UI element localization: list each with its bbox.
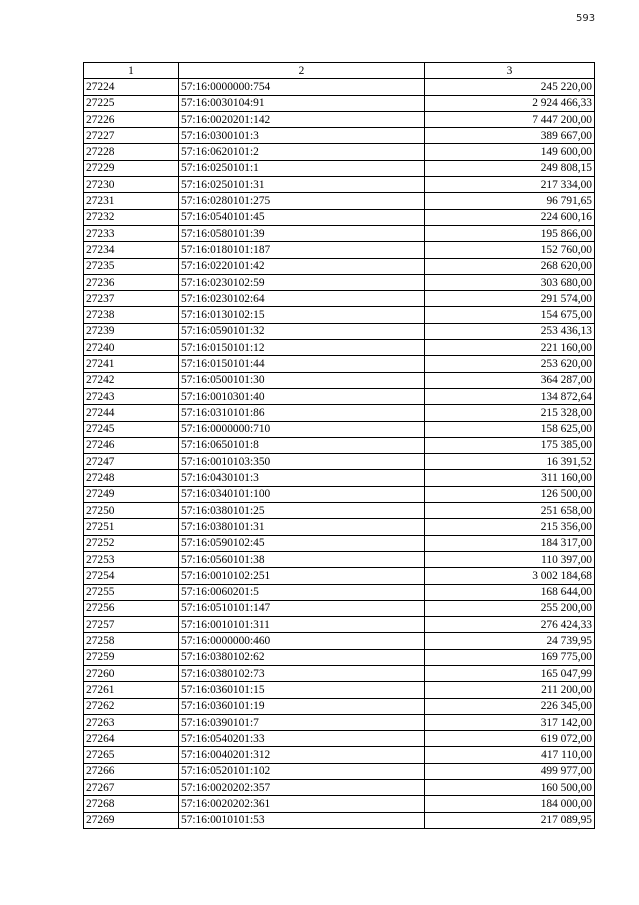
cadastral-number-cell: 57:16:0230102:64 [179,291,425,307]
table-row [84,600,595,616]
cadastral-number-cell: 57:16:0360101:15 [179,682,425,698]
row-number-cell: 27252 [84,535,179,551]
cadastral-number-cell: 57:16:0540101:45 [179,209,425,225]
row-number-cell: 27246 [84,437,179,453]
table-row [84,535,595,551]
row-number-cell: 27242 [84,372,179,388]
cadastral-number-cell: 57:16:0010102:251 [179,568,425,584]
cadastral-number-cell: 57:16:0390101:7 [179,714,425,730]
value-cell: 303 680,00 [425,274,595,290]
cadastral-number-cell: 57:16:0510101:147 [179,600,425,616]
cadastral-number-cell: 57:16:0040201:312 [179,747,425,763]
row-number-cell: 27236 [84,274,179,290]
value-cell: 195 866,00 [425,225,595,241]
cadastral-number-cell: 57:16:0020202:361 [179,796,425,812]
registry-table [83,62,595,829]
cadastral-number-cell: 57:16:0150101:44 [179,356,425,372]
value-cell: 389 667,00 [425,128,595,144]
table-row [84,584,595,600]
row-number-cell: 27244 [84,405,179,421]
value-cell: 110 397,00 [425,551,595,567]
cadastral-number-cell: 57:16:0000000:460 [179,633,425,649]
value-cell: 2 924 466,33 [425,95,595,111]
table-row [84,633,595,649]
value-cell: 134 872,64 [425,388,595,404]
value-cell: 226 345,00 [425,698,595,714]
table-row [84,747,595,763]
row-number-cell: 27245 [84,421,179,437]
value-cell: 276 424,33 [425,617,595,633]
row-number-cell: 27239 [84,323,179,339]
table-row [84,437,595,453]
row-number-cell: 27267 [84,780,179,796]
cadastral-number-cell: 57:16:0250101:1 [179,160,425,176]
table-row [84,242,595,258]
value-cell: 215 356,00 [425,519,595,535]
table-row [84,551,595,567]
value-cell: 221 160,00 [425,340,595,356]
cadastral-number-cell: 57:16:0280101:275 [179,193,425,209]
value-cell: 3 002 184,68 [425,568,595,584]
cadastral-number-cell: 57:16:0000000:710 [179,421,425,437]
table-row [84,796,595,812]
table-row [84,698,595,714]
cadastral-number-cell: 57:16:0380102:62 [179,649,425,665]
row-number-cell: 27253 [84,551,179,567]
row-number-cell: 27229 [84,160,179,176]
row-number-cell: 27264 [84,731,179,747]
value-cell: 249 808,15 [425,160,595,176]
row-number-cell: 27224 [84,79,179,95]
table-body [84,79,595,829]
table-row [84,649,595,665]
table-row [84,307,595,323]
table-row [84,812,595,828]
row-number-cell: 27243 [84,388,179,404]
value-cell: 245 220,00 [425,79,595,95]
table-row [84,291,595,307]
cadastral-number-cell: 57:16:0000000:754 [179,79,425,95]
cadastral-number-cell: 57:16:0650101:8 [179,437,425,453]
row-number-cell: 27263 [84,714,179,730]
cadastral-number-cell: 57:16:0620101:2 [179,144,425,160]
value-cell: 499 977,00 [425,763,595,779]
table-row [84,128,595,144]
value-cell: 158 625,00 [425,421,595,437]
cadastral-number-cell: 57:16:0250101:31 [179,177,425,193]
value-cell: 168 644,00 [425,584,595,600]
cadastral-number-cell: 57:16:0360101:19 [179,698,425,714]
value-cell: 217 334,00 [425,177,595,193]
cadastral-number-cell: 57:16:0030104:91 [179,95,425,111]
table-row [84,274,595,290]
cadastral-number-cell: 57:16:0380101:31 [179,519,425,535]
cadastral-number-cell: 57:16:0310101:86 [179,405,425,421]
value-cell: 268 620,00 [425,258,595,274]
cadastral-number-cell: 57:16:0220101:42 [179,258,425,274]
row-number-cell: 27238 [84,307,179,323]
value-cell: 291 574,00 [425,291,595,307]
cadastral-number-cell: 57:16:0590101:32 [179,323,425,339]
value-cell: 154 675,00 [425,307,595,323]
row-number-cell: 27235 [84,258,179,274]
cadastral-number-cell: 57:16:0580101:39 [179,225,425,241]
row-number-cell: 27225 [84,95,179,111]
value-cell: 253 436,13 [425,323,595,339]
row-number-cell: 27257 [84,617,179,633]
cadastral-number-cell: 57:16:0150101:12 [179,340,425,356]
cadastral-number-cell: 57:16:0010103:350 [179,454,425,470]
table-row [84,388,595,404]
table-row [84,95,595,111]
table-row [84,193,595,209]
table-row [84,372,595,388]
row-number-cell: 27241 [84,356,179,372]
row-number-cell: 27256 [84,600,179,616]
row-number-cell: 27234 [84,242,179,258]
table-row [84,682,595,698]
table-row [84,323,595,339]
value-cell: 217 089,95 [425,812,595,828]
table-row [84,79,595,95]
table-row [84,160,595,176]
table-row [84,780,595,796]
value-cell: 7 447 200,00 [425,111,595,127]
value-cell: 169 775,00 [425,649,595,665]
row-number-cell: 27227 [84,128,179,144]
row-number-cell: 27237 [84,291,179,307]
table-row [84,503,595,519]
cadastral-number-cell: 57:16:0590102:45 [179,535,425,551]
table-row [84,470,595,486]
row-number-cell: 27266 [84,763,179,779]
value-cell: 96 791,65 [425,193,595,209]
value-cell: 619 072,00 [425,731,595,747]
row-number-cell: 27250 [84,503,179,519]
table-row [84,356,595,372]
row-number-cell: 27265 [84,747,179,763]
row-number-cell: 27258 [84,633,179,649]
cadastral-number-cell: 57:16:0010101:53 [179,812,425,828]
value-cell: 251 658,00 [425,503,595,519]
table-row [84,144,595,160]
cadastral-number-cell: 57:16:0560101:38 [179,551,425,567]
table-row [84,568,595,584]
value-cell: 364 287,00 [425,372,595,388]
value-cell: 311 160,00 [425,470,595,486]
value-cell: 184 000,00 [425,796,595,812]
row-number-cell: 27226 [84,111,179,127]
value-cell: 211 200,00 [425,682,595,698]
table-row [84,405,595,421]
table-row [84,763,595,779]
cadastral-number-cell: 57:16:0500101:30 [179,372,425,388]
cadastral-number-cell: 57:16:0020201:142 [179,111,425,127]
cadastral-number-cell: 57:16:0010101:311 [179,617,425,633]
table-row [84,340,595,356]
value-cell: 152 760,00 [425,242,595,258]
value-cell: 184 317,00 [425,535,595,551]
row-number-cell: 27260 [84,665,179,681]
cadastral-number-cell: 57:16:0540201:33 [179,731,425,747]
cadastral-number-cell: 57:16:0430101:3 [179,470,425,486]
table-row [84,225,595,241]
table-row [84,421,595,437]
column-header-2: 2 [179,63,425,79]
row-number-cell: 27249 [84,486,179,502]
cadastral-number-cell: 57:16:0520101:102 [179,763,425,779]
value-cell: 165 047,99 [425,665,595,681]
row-number-cell: 27240 [84,340,179,356]
row-number-cell: 27254 [84,568,179,584]
table-row [84,111,595,127]
row-number-cell: 27231 [84,193,179,209]
cadastral-number-cell: 57:16:0180101:187 [179,242,425,258]
row-number-cell: 27230 [84,177,179,193]
row-number-cell: 27261 [84,682,179,698]
table-header-row [84,63,595,79]
value-cell: 215 328,00 [425,405,595,421]
row-number-cell: 27259 [84,649,179,665]
row-number-cell: 27228 [84,144,179,160]
value-cell: 224 600,16 [425,209,595,225]
cadastral-number-cell: 57:16:0130102:15 [179,307,425,323]
value-cell: 24 739,95 [425,633,595,649]
value-cell: 160 500,00 [425,780,595,796]
page-number: 593 [576,13,596,24]
table-row [84,665,595,681]
value-cell: 126 500,00 [425,486,595,502]
value-cell: 417 110,00 [425,747,595,763]
value-cell: 149 600,00 [425,144,595,160]
table-row [84,519,595,535]
row-number-cell: 27233 [84,225,179,241]
cadastral-number-cell: 57:16:0380101:25 [179,503,425,519]
cadastral-number-cell: 57:16:0010301:40 [179,388,425,404]
cadastral-number-cell: 57:16:0230102:59 [179,274,425,290]
cadastral-number-cell: 57:16:0060201:5 [179,584,425,600]
value-cell: 175 385,00 [425,437,595,453]
row-number-cell: 27248 [84,470,179,486]
table-row [84,486,595,502]
row-number-cell: 27247 [84,454,179,470]
cadastral-number-cell: 57:16:0380102:73 [179,665,425,681]
table-row [84,714,595,730]
value-cell: 253 620,00 [425,356,595,372]
row-number-cell: 27269 [84,812,179,828]
cadastral-number-cell: 57:16:0300101:3 [179,128,425,144]
row-number-cell: 27251 [84,519,179,535]
table-row [84,454,595,470]
row-number-cell: 27255 [84,584,179,600]
value-cell: 255 200,00 [425,600,595,616]
row-number-cell: 27232 [84,209,179,225]
table-row [84,177,595,193]
value-cell: 16 391,52 [425,454,595,470]
value-cell: 317 142,00 [425,714,595,730]
row-number-cell: 27268 [84,796,179,812]
table-row [84,617,595,633]
cadastral-number-cell: 57:16:0020202:357 [179,780,425,796]
table-row [84,258,595,274]
column-header-3: 3 [425,63,595,79]
column-header-1: 1 [84,63,179,79]
row-number-cell: 27262 [84,698,179,714]
cadastral-number-cell: 57:16:0340101:100 [179,486,425,502]
table-row [84,731,595,747]
table-row [84,209,595,225]
